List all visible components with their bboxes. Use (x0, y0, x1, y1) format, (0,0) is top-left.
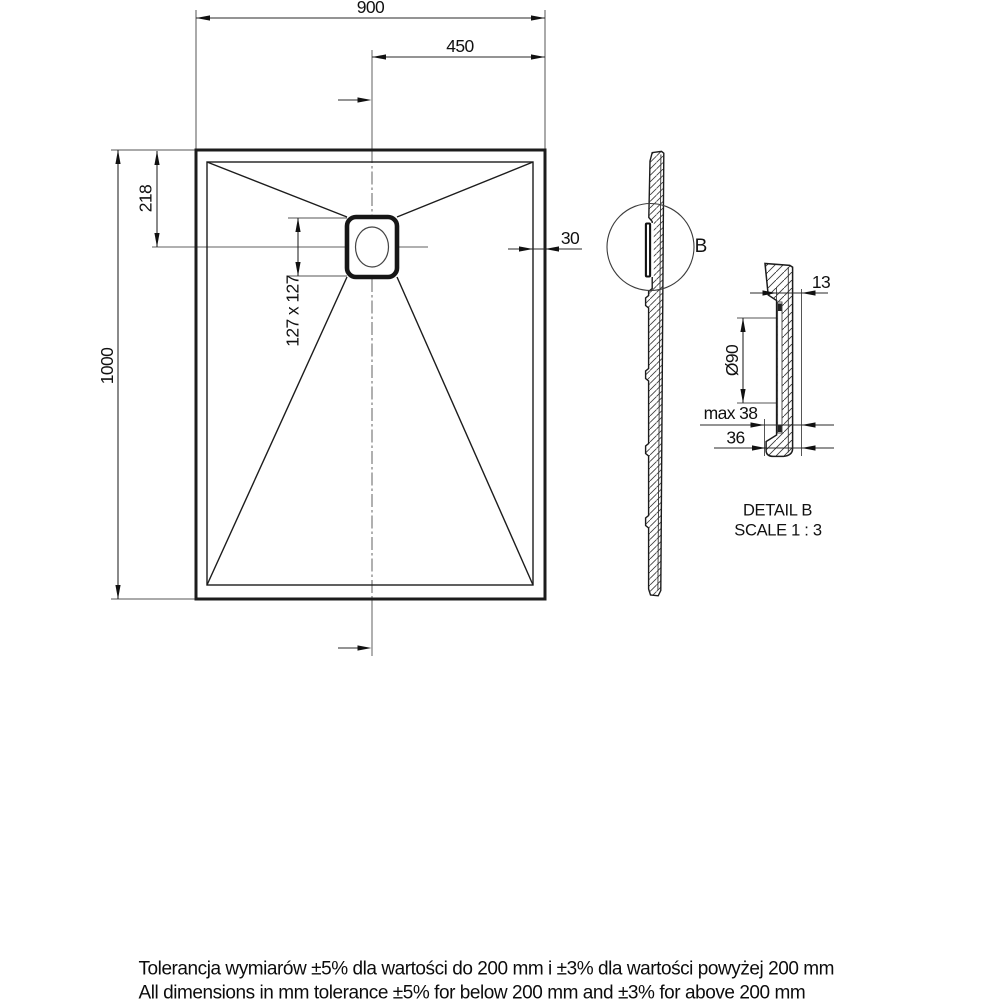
arrow-1000-bottom-icon (115, 585, 120, 599)
slope-line-top-right (397, 162, 533, 217)
dim-height-max-label: max 38 (703, 403, 758, 423)
detail-drain-slot (778, 302, 782, 433)
arrow-30-right-icon (545, 246, 559, 251)
arrow-450-left-icon (372, 54, 386, 59)
detail-flange-clip-bottom (778, 425, 782, 433)
dim-drain-square-label: 127 x 127 (282, 275, 303, 347)
slope-line-bottom-left (207, 277, 347, 585)
arrow-max38-right-icon (802, 422, 816, 427)
arrow-127-bottom-icon (295, 262, 300, 276)
center-tick-top-arrow-icon (358, 97, 372, 102)
drain-cover (347, 217, 397, 277)
side-profile-section (646, 151, 664, 595)
arrow-1000-top-icon (115, 150, 120, 164)
dim-width-label: 900 (356, 0, 385, 17)
tolerance-notes (139, 959, 835, 1000)
dim-drain-diameter-label: Ø90 (722, 344, 742, 377)
tolerance-note-en: All dimensions in mm tolerance ±5% for below 200 mm and ±3% for above 200 mm (138, 982, 806, 1000)
arrow-218-top-icon (154, 151, 159, 165)
detail-flange-clip-top (778, 304, 782, 312)
top-view (97, 0, 582, 656)
arrow-127-top-icon (295, 218, 300, 232)
dim-half-width-label: 450 (446, 36, 474, 56)
detail-marker-label: B (694, 236, 708, 257)
arrow-900-left-icon (196, 15, 210, 20)
arrow-450-right-icon (531, 54, 545, 59)
arrow-218-bottom-icon (154, 233, 159, 247)
dim-top-to-drain-label: 218 (135, 184, 156, 213)
arrow-dia90-top-icon (740, 318, 745, 332)
dim-height-body-label: 36 (726, 427, 745, 448)
dim-rim-depth-label: 13 (811, 272, 831, 292)
arrow-36-left-icon (752, 445, 766, 450)
arrow-max38-left-icon (751, 422, 765, 427)
arrow-36-right-icon (802, 445, 816, 450)
arrow-dia90-bottom-icon (740, 389, 745, 403)
center-tick-bottom-arrow-icon (358, 645, 372, 650)
slope-line-top-left (207, 162, 347, 217)
arrow-900-right-icon (531, 15, 545, 20)
side-view (607, 151, 707, 595)
arrow-30-left-icon (519, 246, 533, 251)
tolerance-note-pl: Tolerancja wymiarów ±5% dla wartości do 200 mm i ±3% dla wartości powyżej 200 mm (138, 958, 835, 980)
detail-b-view (700, 264, 834, 540)
slope-line-bottom-right (397, 277, 533, 585)
dim-length-label: 1000 (97, 347, 117, 385)
detail-title: DETAIL B (742, 501, 813, 520)
dim-wall-label: 30 (560, 228, 580, 248)
side-drain-flange (646, 224, 650, 277)
detail-scale: SCALE 1 : 3 (734, 521, 822, 540)
